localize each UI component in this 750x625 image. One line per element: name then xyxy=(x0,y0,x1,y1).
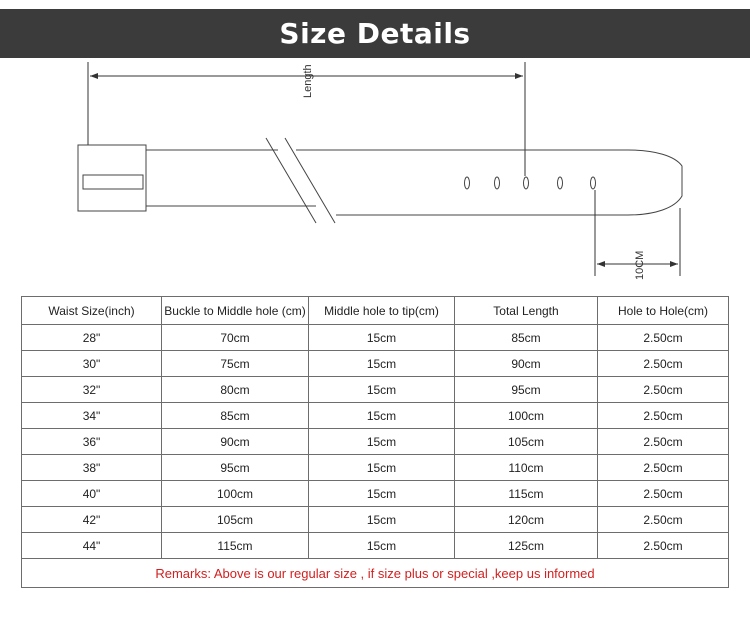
table-cell: 105cm xyxy=(455,429,598,455)
table-row xyxy=(22,533,729,559)
table-cell: 15cm xyxy=(309,481,455,507)
table-cell: 115cm xyxy=(162,533,309,559)
table-cell: 75cm xyxy=(162,351,309,377)
table-cell: 70cm xyxy=(162,325,309,351)
table-cell: 85cm xyxy=(455,325,598,351)
header-bar xyxy=(0,9,750,58)
table-cell: 2.50cm xyxy=(598,377,729,403)
table-cell: 15cm xyxy=(309,377,455,403)
table-cell: 15cm xyxy=(309,351,455,377)
table-cell: 2.50cm xyxy=(598,533,729,559)
table-cell: 32" xyxy=(22,377,162,403)
table-cell: 42" xyxy=(22,507,162,533)
belt-diagram-svg xyxy=(0,58,750,288)
column-header: Middle hole to tip(cm) xyxy=(309,297,455,325)
table-cell: 105cm xyxy=(162,507,309,533)
table-row xyxy=(22,351,729,377)
remarks-text: Remarks: Above is our regular size , if size plus or special ,keep us informed xyxy=(22,559,729,588)
table-cell: 30" xyxy=(22,351,162,377)
belt-holes xyxy=(465,177,596,189)
table-cell: 2.50cm xyxy=(598,507,729,533)
column-header: Total Length xyxy=(455,297,598,325)
column-header: Waist Size(inch) xyxy=(22,297,162,325)
table-header-row xyxy=(22,297,729,325)
table-row xyxy=(22,325,729,351)
table-cell: 125cm xyxy=(455,533,598,559)
table-row xyxy=(22,455,729,481)
table-cell: 115cm xyxy=(455,481,598,507)
table-row xyxy=(22,403,729,429)
length-label: Length xyxy=(302,64,314,98)
table-cell: 40" xyxy=(22,481,162,507)
table-cell: 2.50cm xyxy=(598,429,729,455)
column-header: Hole to Hole(cm) xyxy=(598,297,729,325)
table-cell: 28" xyxy=(22,325,162,351)
table-row xyxy=(22,377,729,403)
table-cell: 100cm xyxy=(162,481,309,507)
buckle xyxy=(78,145,146,211)
table-row xyxy=(22,429,729,455)
hole-distance-label: 10CM xyxy=(634,250,646,280)
table-cell: 44" xyxy=(22,533,162,559)
table-cell: 15cm xyxy=(309,455,455,481)
table-cell: 2.50cm xyxy=(598,403,729,429)
table-cell: 15cm xyxy=(309,403,455,429)
table-cell: 36" xyxy=(22,429,162,455)
table-cell: 15cm xyxy=(309,533,455,559)
column-header: Buckle to Middle hole (cm) xyxy=(162,297,309,325)
table-row xyxy=(22,507,729,533)
table-cell: 2.50cm xyxy=(598,351,729,377)
table-cell: 85cm xyxy=(162,403,309,429)
table-row xyxy=(22,481,729,507)
table-cell: 95cm xyxy=(455,377,598,403)
table-cell: 34" xyxy=(22,403,162,429)
table-cell: 100cm xyxy=(455,403,598,429)
table-cell: 90cm xyxy=(162,429,309,455)
table-cell: 110cm xyxy=(455,455,598,481)
size-table xyxy=(21,296,729,588)
table-cell: 120cm xyxy=(455,507,598,533)
table-cell: 2.50cm xyxy=(598,481,729,507)
belt-diagram xyxy=(0,58,750,288)
table-cell: 95cm xyxy=(162,455,309,481)
strap xyxy=(146,138,682,223)
remarks-row xyxy=(22,559,729,588)
page-title: Size Details xyxy=(279,17,471,50)
table-cell: 80cm xyxy=(162,377,309,403)
table-cell: 38" xyxy=(22,455,162,481)
table-cell: 15cm xyxy=(309,429,455,455)
table-cell: 15cm xyxy=(309,325,455,351)
table-cell: 15cm xyxy=(309,507,455,533)
table-cell: 2.50cm xyxy=(598,325,729,351)
table-cell: 2.50cm xyxy=(598,455,729,481)
table-cell: 90cm xyxy=(455,351,598,377)
